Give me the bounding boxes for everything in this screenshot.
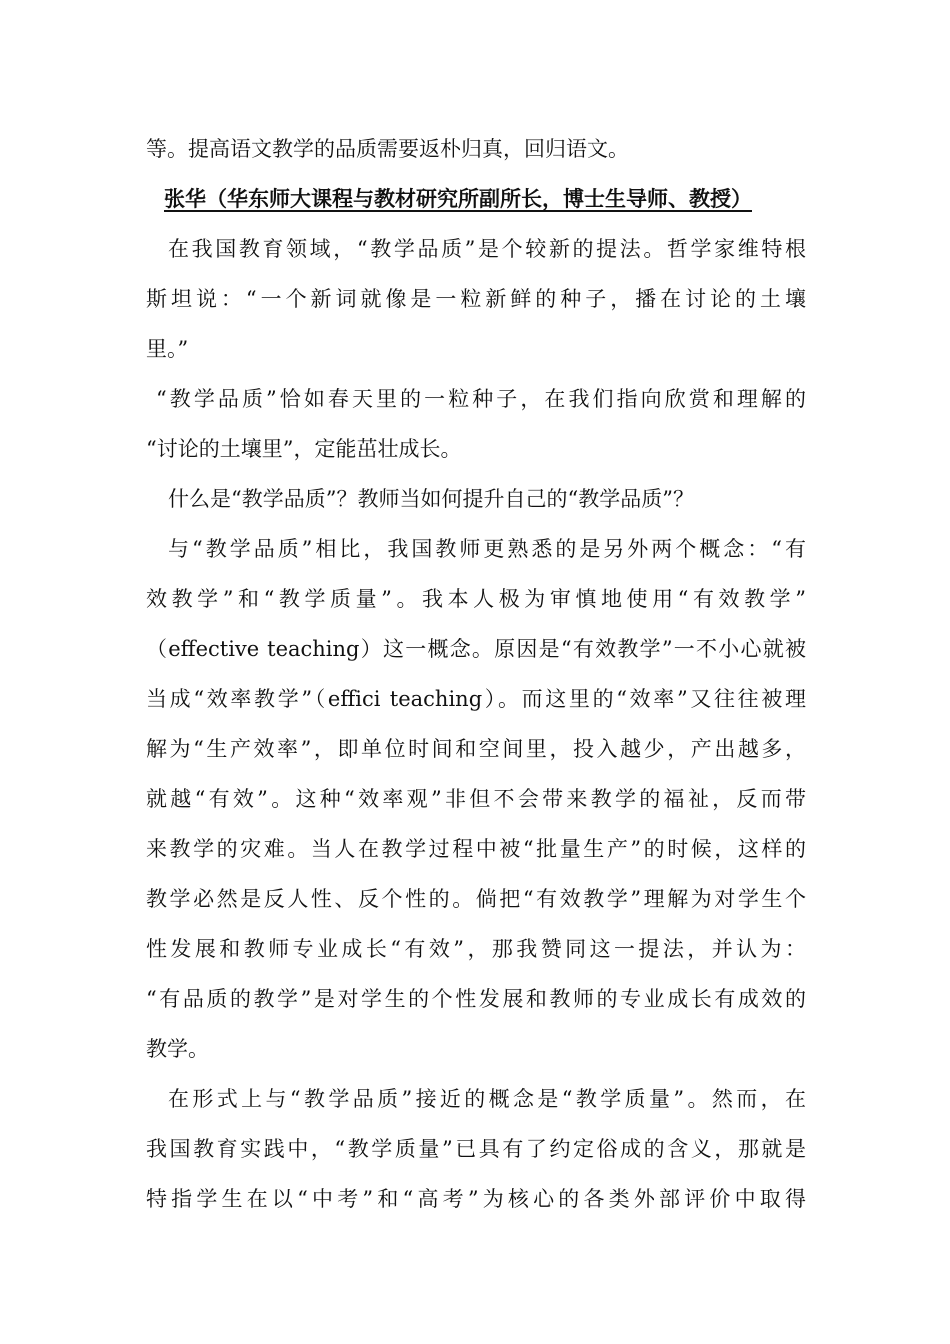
paragraph-line: 里。” [146, 337, 189, 361]
paragraph-line: 在我国教育领域，“教学品质”是个较新的提法。哲学家维特根 [168, 237, 806, 261]
paragraph-line: 在形式上与“教学品质”接近的概念是“教学质量”。然而，在 [168, 1087, 806, 1111]
paragraph-line: 解为“生产效率”，即单位时间和空间里，投入越少，产出越多， [146, 737, 806, 761]
paragraph-line: “有品质的教学”是对学生的个性发展和教师的专业成长有成效的 [146, 987, 806, 1011]
paragraph-line: 特指学生在以“中考”和“高考”为核心的各类外部评价中取得 [146, 1187, 806, 1211]
paragraph-line: “教学品质”恰如春天里的一粒种子，在我们指向欣赏和理解的 [156, 387, 806, 411]
paragraph-line: 性发展和教师专业成长“有效”，那我赞同这一提法，并认为： [146, 937, 806, 961]
paragraph-line: 效教学”和“教学质量”。我本人极为审慎地使用“有效教学” [146, 587, 806, 611]
paragraph-line: “讨论的土壤里”，定能茁壮成长。 [146, 437, 462, 461]
paragraph-line: 当成“效率教学”（effici teaching）。而这里的“效率”又往往被理 [146, 687, 806, 711]
paragraph-line: 与“教学品质”相比，我国教师更熟悉的是另外两个概念：“有 [168, 537, 806, 561]
author-heading: 张华（华东师大课程与教材研究所副所长，博士生导师、教授） [164, 186, 752, 211]
document-page [146, 124, 806, 1224]
paragraph-line: 教学必然是反人性、反个性的。倘把“有效教学”理解为对学生个 [146, 887, 806, 911]
paragraph-line: 教学。 [146, 1037, 209, 1061]
paragraph-line: 等。提高语文教学的品质需要返朴归真，回归语文。 [146, 137, 629, 161]
paragraph-line: 来教学的灾难。当人在教学过程中被“批量生产”的时候，这样的 [146, 837, 806, 861]
paragraph-line: 我国教育实践中，“教学质量”已具有了约定俗成的含义，那就是 [146, 1137, 806, 1161]
paragraph-line: （effective teaching）这一概念。原因是“有效教学”一不小心就被 [146, 637, 806, 661]
paragraph-line: 就越“有效”。这种“效率观”非但不会带来教学的福祉，反而带 [146, 787, 806, 811]
paragraph-line: 斯坦说：“一个新词就像是一粒新鲜的种子，播在讨论的土壤 [146, 287, 806, 311]
paragraph-line: 什么是“教学品质”？教师当如何提升自己的“教学品质”？ [168, 487, 694, 511]
